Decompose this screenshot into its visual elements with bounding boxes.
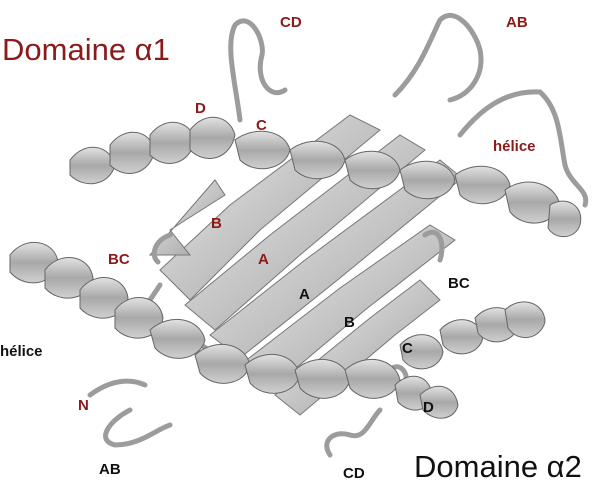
label-alpha2-BC: BC (448, 275, 470, 292)
label-alpha2-B: B (344, 314, 355, 331)
label-alpha2-C: C (402, 340, 413, 357)
label-alpha1-C: C (256, 117, 267, 134)
label-alpha1-helice: hélice (493, 138, 536, 155)
label-alpha2-A: A (299, 286, 310, 303)
label-alpha2-helice: hélice (0, 343, 43, 360)
domain-alpha1-title: Domaine α1 (2, 32, 170, 67)
label-alpha1-D: D (195, 100, 206, 117)
domain-alpha2-title: Domaine α2 (414, 449, 582, 484)
label-alpha2-AB: AB (99, 461, 121, 478)
label-alpha2-D: D (423, 399, 434, 416)
label-alpha2-CD: CD (343, 465, 365, 482)
label-alpha1-CD: CD (280, 14, 302, 31)
label-alpha1-BC: BC (108, 251, 130, 268)
label-alpha1-A: A (258, 251, 269, 268)
label-alpha1-N: N (78, 397, 89, 414)
label-alpha1-AB: AB (506, 14, 528, 31)
label-alpha1-B: B (211, 215, 222, 232)
